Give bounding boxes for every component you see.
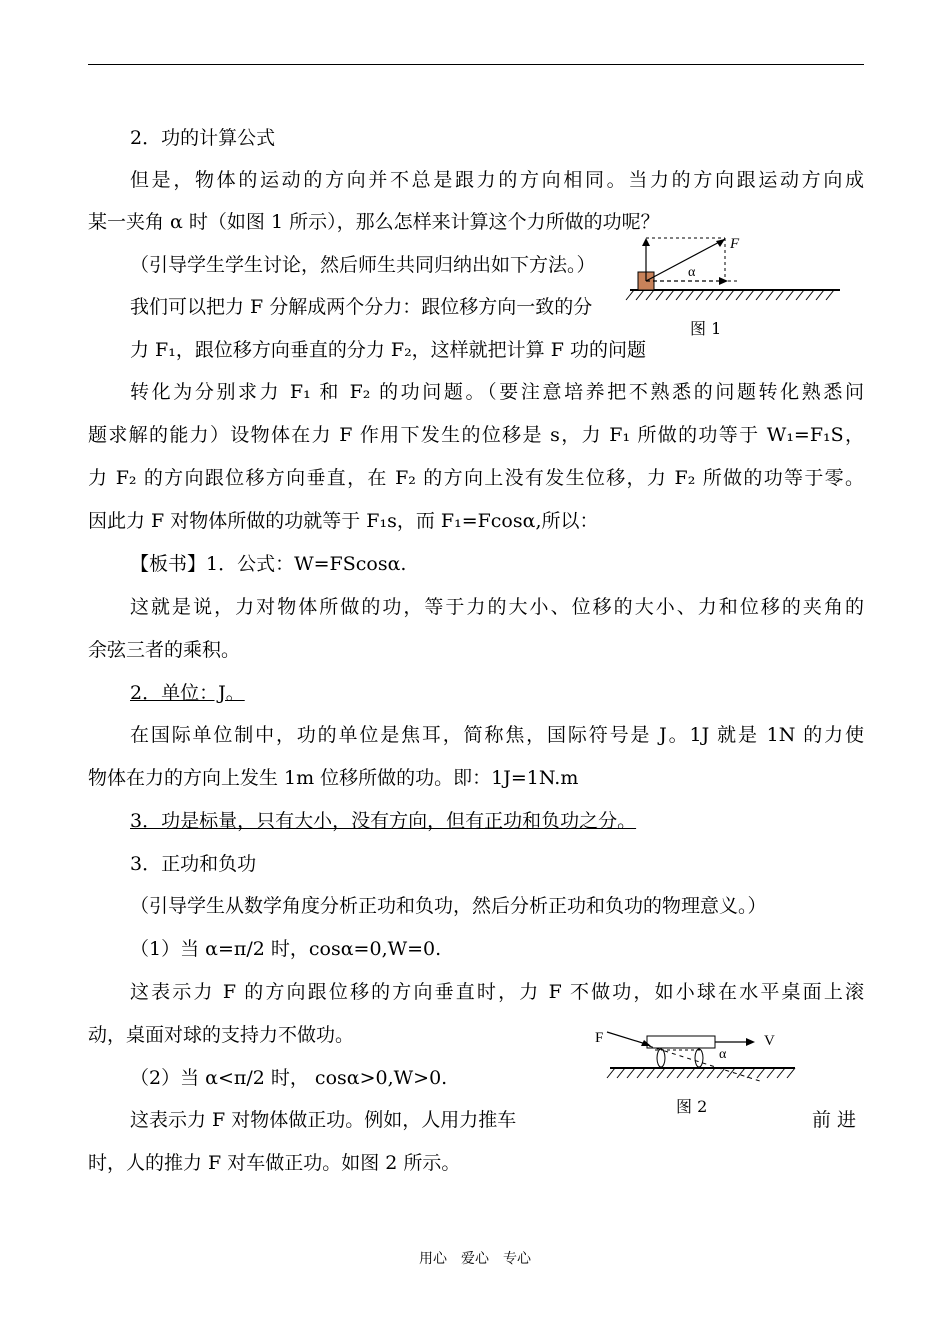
- paragraph: 物体在力的方向上发生 1m 位移所做的功。即：1J=1N.m: [88, 767, 579, 789]
- scalar-statement: 3．功是标量，只有大小，没有方向，但有正功和负功之分。: [130, 810, 637, 832]
- paragraph: 这表示力 F 对物体做正功。例如，人用力推车: [130, 1109, 517, 1131]
- cart-body: [647, 1036, 715, 1048]
- figure-1-caption: 图 1: [690, 319, 722, 338]
- force-vector: [646, 239, 725, 281]
- paragraph: 因此力 F 对物体所做的功就等于 F₁s，而 F₁=Fcosα,所以：: [88, 510, 599, 532]
- paragraph-tail: 前 进: [812, 1109, 857, 1131]
- paragraph: 但是，物体的运动的方向并不总是跟力的方向相同。当力的方向跟运动方向成: [130, 169, 864, 191]
- case-2: （2）当 α<π/2 时， cosα>0,W>0.: [130, 1067, 448, 1089]
- paragraph: 动，桌面对球的支持力不做功。: [88, 1024, 355, 1046]
- paragraph: 时，人的推力 F 对车做正功。如图 2 所示。: [88, 1152, 461, 1174]
- wheel: [695, 1049, 703, 1067]
- section-heading: 3．正功和负功: [130, 853, 257, 875]
- paragraph: 题求解的能力）设物体在力 F 作用下发生的位移是 s，力 F₁ 所做的功等于 W₁=F₁S，: [88, 424, 864, 446]
- paragraph: 转化为分别求力 F₁ 和 F₂ 的功问题。（要注意培养把不熟悉的问题转化熟悉问: [130, 381, 864, 403]
- header-rule: [88, 64, 864, 65]
- page-footer: 用心 爱心 专心: [419, 1251, 531, 1267]
- velocity-label: V: [764, 1033, 775, 1049]
- board-formula: 【板书】1．公式：W=FScosα.: [130, 553, 407, 575]
- paragraph: 这表示力 F 的方向跟位移的方向垂直时，力 F 不做功，如小球在水平桌面上滚: [130, 981, 864, 1003]
- paragraph: 力 F₁，跟位移方向垂直的分力 F₂，这样就把计算 F 功的问题: [130, 339, 646, 361]
- unit-heading: 2．单位：J。: [130, 682, 245, 704]
- case-1: （1）当 α=π/2 时，cosα=0,W=0.: [130, 938, 442, 960]
- paragraph: 力 F₂ 的方向跟位移方向垂直，在 F₂ 的方向上没有发生位移，力 F₂ 所做的功等于零。: [88, 467, 864, 489]
- wheel: [657, 1049, 665, 1067]
- paragraph: 某一夹角 α 时（如图 1 所示），那么怎样来计算这个力所做的功呢？: [88, 211, 660, 233]
- figure-2-diagram: [585, 1020, 805, 1092]
- ground-hatching: [607, 1068, 795, 1078]
- force-label: F: [730, 236, 740, 252]
- angle-label: α: [688, 265, 696, 280]
- paragraph: （引导学生从数学角度分析正功和负功，然后分析正功和负功的物理意义。）: [130, 895, 767, 917]
- figure-1-diagram: [620, 228, 850, 318]
- paragraph: 余弦三者的乘积。: [88, 639, 241, 661]
- figure-2-caption: 图 2: [676, 1097, 708, 1116]
- section-heading: 2．功的计算公式: [130, 127, 276, 149]
- angle-label: α: [719, 1047, 727, 1062]
- paragraph: 我们可以把力 F 分解成两个分力：跟位移方向一致的分: [130, 296, 593, 318]
- paragraph: 这就是说，力对物体所做的功，等于力的大小、位移的大小、力和位移的夹角的: [130, 596, 864, 618]
- ground-hatching: [626, 290, 834, 300]
- force-label: F: [595, 1030, 604, 1046]
- paragraph: 在国际单位制中，功的单位是焦耳，简称焦，国际符号是 J。1J 就是 1N 的力使: [130, 724, 864, 746]
- paragraph: （引导学生学生讨论，然后师生共同归纳出如下方法。）: [130, 254, 596, 276]
